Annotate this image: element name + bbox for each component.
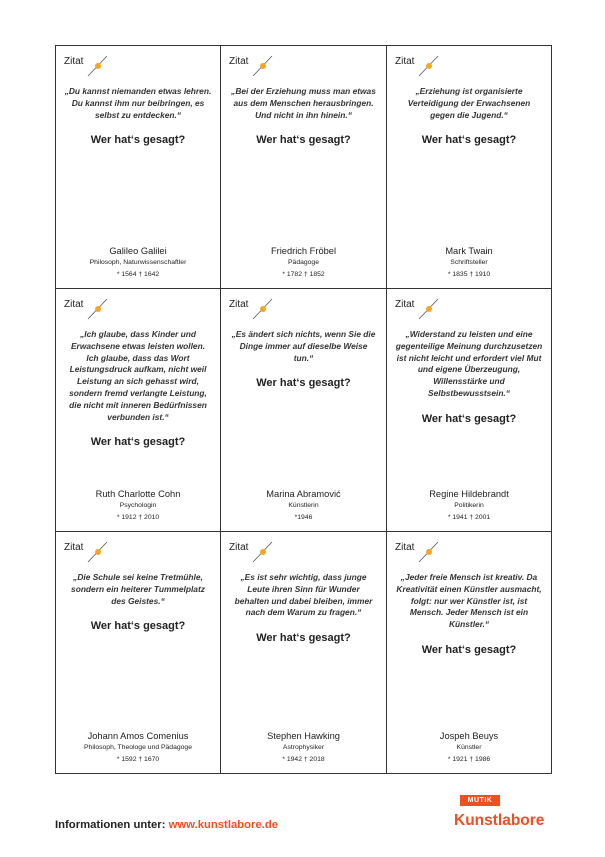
zitat-tag xyxy=(395,54,441,78)
zitat-label: Zitat xyxy=(64,542,84,553)
zitat-label: Zitat xyxy=(64,299,84,310)
quote-card xyxy=(387,532,551,773)
pin-slash-icon xyxy=(417,540,441,564)
person-info xyxy=(225,488,382,523)
quote-card xyxy=(387,46,551,289)
quote-text: „Bei der Erziehung muss man etwas aus dem Menschen herausbringen. Und nicht in ihn hinein.“ xyxy=(231,86,376,120)
zitat-tag xyxy=(395,540,441,564)
quote-block xyxy=(64,86,212,147)
person-info xyxy=(60,245,216,280)
person-info xyxy=(391,245,547,280)
question-heading: Wer hat‘s gesagt? xyxy=(90,134,186,147)
quote-block xyxy=(229,572,378,645)
website-link[interactable]: www.kunstlabore.de xyxy=(168,819,279,831)
footer-info xyxy=(55,819,278,831)
person-dates: * 1782 † 1852 xyxy=(282,271,325,278)
quote-text: „Erziehung ist organisierte Verteidigung der Erwachsenen gegen die Jugend.“ xyxy=(407,86,531,120)
person-role: Astrophysiker xyxy=(282,744,325,751)
quote-card xyxy=(221,289,387,532)
quote-card xyxy=(56,532,221,773)
zitat-label: Zitat xyxy=(395,56,415,67)
pin-slash-icon xyxy=(86,540,110,564)
mutik-badge: MUTIK xyxy=(460,795,500,806)
person-info xyxy=(60,730,216,765)
zitat-label: Zitat xyxy=(64,56,84,67)
quote-block xyxy=(64,329,212,449)
person-info xyxy=(391,730,547,765)
question-heading: Wer hat‘s gesagt? xyxy=(256,377,351,390)
quote-text: „Die Schule sei keine Tretmühle, sondern ein heiterer Tummelplatz des Geistes.“ xyxy=(71,572,205,606)
person-dates: * 1912 † 2010 xyxy=(116,514,160,521)
zitat-tag xyxy=(229,540,275,564)
question-heading: Wer hat‘s gesagt? xyxy=(90,436,186,449)
person-name: Galileo Galilei xyxy=(109,246,167,256)
pin-slash-icon xyxy=(251,540,275,564)
brand-logo xyxy=(454,795,552,835)
quote-text: „Widerstand zu leisten und eine gegenteilige Meinung durchzusetzen ist nicht leicht und erfordert viel Mut und eigene Überzeugung, Willensstärke und Selbstbewusstsein.“ xyxy=(395,329,543,398)
person-info xyxy=(225,730,382,765)
pin-slash-icon xyxy=(86,297,110,321)
person-role: Psychologin xyxy=(119,502,157,509)
person-dates: * 1921 † 1986 xyxy=(447,756,491,763)
person-role: Politikerin xyxy=(454,502,484,509)
person-name: Mark Twain xyxy=(445,246,493,256)
person-dates: *1946 xyxy=(294,514,313,521)
quote-block xyxy=(64,572,212,633)
quote-block xyxy=(395,572,543,657)
brand-name: Kunstlabore xyxy=(454,812,545,829)
footer-label: Informationen unter: xyxy=(55,819,166,831)
zitat-label: Zitat xyxy=(395,542,415,553)
person-info xyxy=(225,245,382,280)
person-role: Pädagoge xyxy=(288,259,319,266)
pin-slash-icon xyxy=(251,54,275,78)
question-heading: Wer hat‘s gesagt? xyxy=(256,134,351,147)
quote-card xyxy=(221,532,387,773)
pin-slash-icon xyxy=(86,54,110,78)
quote-card xyxy=(56,289,221,532)
quote-block xyxy=(229,329,378,390)
person-name: Ruth Charlotte Cohn xyxy=(95,489,181,499)
zitat-tag xyxy=(229,297,275,321)
person-name: Regine Hildebrandt xyxy=(429,489,509,499)
quote-card xyxy=(387,289,551,532)
person-name: Johann Amos Comenius xyxy=(87,731,189,741)
pin-slash-icon xyxy=(417,54,441,78)
zitat-label: Zitat xyxy=(229,56,249,67)
person-dates: * 1942 † 2018 xyxy=(282,756,325,763)
person-role: Schriftsteller xyxy=(450,259,488,266)
question-heading: Wer hat‘s gesagt? xyxy=(256,632,351,645)
quote-card xyxy=(56,46,221,289)
quote-card-grid xyxy=(55,45,552,774)
person-name: Jospeh Beuys xyxy=(439,731,499,741)
person-name: Stephen Hawking xyxy=(267,731,340,741)
quote-card xyxy=(221,46,387,289)
person-role: Künstler xyxy=(456,744,482,751)
quote-block xyxy=(395,86,543,147)
person-dates: * 1941 † 2001 xyxy=(447,514,491,521)
person-dates: * 1835 † 1910 xyxy=(447,271,491,278)
person-name: Friedrich Fröbel xyxy=(270,246,337,256)
quote-text: „Es ist sehr wichtig, dass junge Leute ihren Sinn für Wunder behalten und dabei bleiben, immer nach dem Warum zu fragen.“ xyxy=(234,572,373,618)
quote-text: „Es ändert sich nichts, wenn Sie die Dinge immer auf dieselbe Weise tun.“ xyxy=(231,329,376,363)
pin-slash-icon xyxy=(251,297,275,321)
person-dates: * 1564 † 1642 xyxy=(116,271,160,278)
quote-text: „Du kannst niemanden etwas lehren. Du kannst ihm nur beibringen, es selbst zu entdecken.“ xyxy=(64,86,212,120)
quote-text: „Jeder freie Mensch ist kreativ. Da Kreativität einen Künstler ausmacht, folgt: nur wer Künstler ist, ist Mensch. Jeder Mensch ist ein Künstler.“ xyxy=(396,572,542,630)
person-role: Künstlerin xyxy=(288,502,319,509)
zitat-tag xyxy=(229,54,275,78)
zitat-tag xyxy=(64,540,110,564)
question-heading: Wer hat‘s gesagt? xyxy=(421,643,517,656)
person-info xyxy=(60,488,216,523)
question-heading: Wer hat‘s gesagt? xyxy=(421,134,517,147)
person-info xyxy=(391,488,547,523)
person-name: Marina Abramović xyxy=(266,489,341,499)
person-role: Philosoph, Naturwissenschaftler xyxy=(89,259,187,266)
quote-block xyxy=(395,329,543,426)
zitat-label: Zitat xyxy=(229,299,249,310)
pin-slash-icon xyxy=(417,297,441,321)
quote-block xyxy=(229,86,378,147)
zitat-tag xyxy=(64,54,110,78)
zitat-tag xyxy=(64,297,110,321)
zitat-label: Zitat xyxy=(229,542,249,553)
zitat-tag xyxy=(395,297,441,321)
person-role: Philosoph, Theologe und Pädagoge xyxy=(84,744,192,751)
quote-text: „Ich glaube, dass Kinder und Erwachsene etwas leisten wollen. Ich glaube, dass das Wort Leistungsdruck aufkam, nicht weil Leistung an sich gehasst wird, sondern fremd verlangte Leistung, die nicht mit inneren Bedürfnissen verbunden ist.“ xyxy=(69,329,207,422)
person-dates: * 1592 † 1670 xyxy=(116,756,160,763)
question-heading: Wer hat‘s gesagt? xyxy=(421,412,517,425)
question-heading: Wer hat‘s gesagt? xyxy=(90,620,186,633)
zitat-label: Zitat xyxy=(395,299,415,310)
